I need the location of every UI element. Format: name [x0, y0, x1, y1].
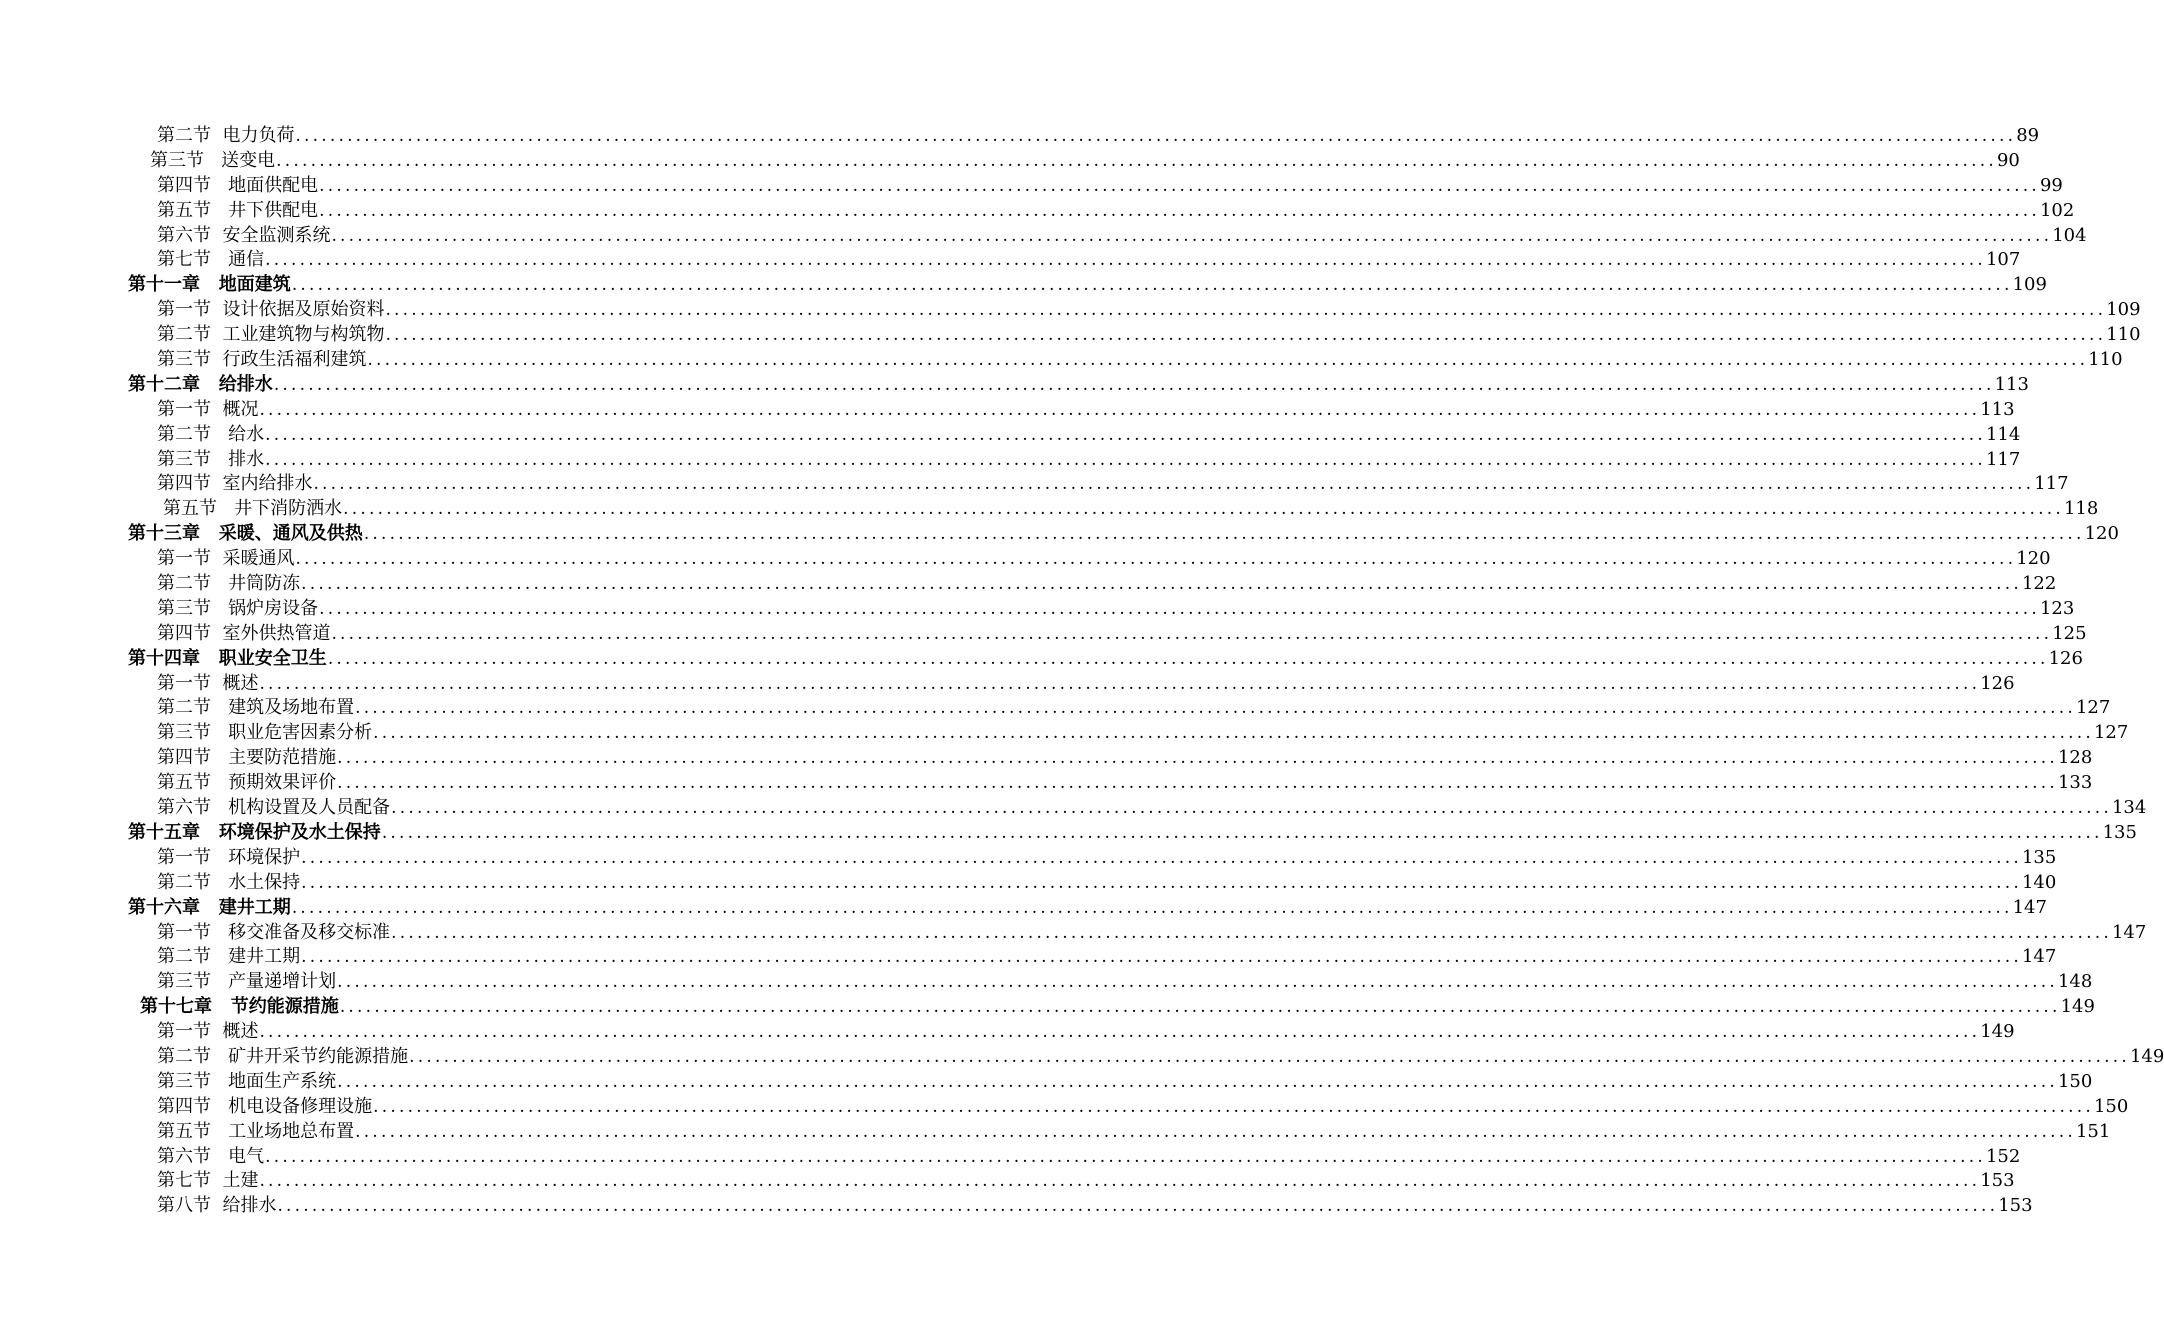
dot-leader: ........................................................................................................................................................................................................ [265, 1146, 1986, 1167]
toc-section-row[interactable] [0, 871, 2057, 896]
toc-entry [157, 124, 2040, 149]
dot-leader: ........................................................................................................................................................................................................ [259, 1022, 1981, 1043]
toc-section-row[interactable] [0, 547, 2051, 572]
toc-entry [157, 622, 2087, 647]
section-title: 第四节 主要防范措施 [157, 747, 337, 769]
toc-chapter-row[interactable] [0, 896, 2047, 921]
toc-section-row[interactable] [0, 423, 2021, 448]
toc-section-row[interactable] [0, 1145, 2021, 1170]
section-title: 第四节 室内给排水 [157, 473, 313, 495]
dot-leader: ........................................................................................................................................................................................................ [327, 648, 2049, 669]
toc-entry [157, 472, 2069, 497]
page-number: 150 [2093, 1095, 2129, 1117]
toc-section-row[interactable] [0, 199, 2075, 224]
table-of-contents [0, 124, 2164, 1219]
toc-entry [157, 1145, 2021, 1170]
section-title: 第一节 移交准备及移交标准 [157, 921, 391, 943]
section-title: 第三节 排水 [157, 448, 265, 470]
toc-entry [157, 1020, 2015, 1045]
page-number: 135 [2021, 846, 2057, 868]
page-number: 123 [2039, 597, 2075, 619]
page-number: 127 [2075, 697, 2111, 719]
page-number: 118 [2063, 498, 2099, 520]
toc-entry [157, 448, 2021, 473]
dot-leader: ........................................................................................................................................................................................................ [265, 250, 1986, 271]
section-title: 第二节 建筑及场地布置 [157, 697, 355, 719]
toc-entry [140, 995, 2095, 1020]
toc-entry [157, 945, 2057, 970]
section-title: 第三节 行政生活福利建筑 [157, 349, 367, 371]
section-title: 第一节 设计依据及原始资料 [157, 299, 385, 321]
toc-section-row[interactable] [0, 398, 2015, 423]
dot-leader: ........................................................................................................................................................................................................ [295, 549, 2017, 570]
page-number: 147 [2021, 946, 2057, 968]
page-number: 110 [2088, 349, 2123, 371]
section-title: 第一节 概况 [157, 398, 259, 420]
dot-leader: ........................................................................................................................................................................................................ [391, 922, 2112, 943]
toc-section-row[interactable] [0, 298, 2141, 323]
page-number: 113 [1980, 398, 2015, 420]
section-title: 第三节 职业危害因素分析 [157, 722, 373, 744]
toc-entry [128, 647, 2083, 672]
toc-entry [157, 672, 2015, 697]
page-number: 113 [1994, 373, 2029, 395]
page-number: 149 [2129, 1045, 2164, 1067]
section-title: 第四节 室外供热管道 [157, 622, 331, 644]
toc-entry [128, 896, 2047, 921]
dot-leader: ........................................................................................................................................................................................................ [277, 1196, 1999, 1217]
section-title: 第二节 矿井开采节约能源措施 [157, 1045, 409, 1067]
dot-leader: ........................................................................................................................................................................................................ [259, 673, 1981, 694]
page-number: 125 [2052, 622, 2087, 644]
page-number: 99 [2039, 174, 2063, 196]
dot-leader: ........................................................................................................................................................................................................ [301, 872, 2022, 893]
toc-entry [157, 597, 2075, 622]
toc-entry [128, 522, 2119, 547]
dot-leader: ........................................................................................................................................................................................................ [313, 474, 2035, 495]
toc-section-row[interactable] [0, 1020, 2015, 1045]
section-title: 第二节 井筒防冻 [157, 573, 301, 595]
dot-leader: ........................................................................................................................................................................................................ [301, 574, 2022, 595]
toc-entry [157, 921, 2147, 946]
toc-section-row[interactable] [0, 497, 2099, 522]
toc-section-row[interactable] [0, 448, 2021, 473]
page-number: 90 [1996, 149, 2020, 171]
dot-leader: ........................................................................................................................................................................................................ [301, 847, 2022, 868]
section-title: 第一节 概述 [157, 1021, 259, 1043]
page-number: 117 [1985, 448, 2021, 470]
page-number: 140 [2021, 871, 2057, 893]
dot-leader: ........................................................................................................................................................................................................ [259, 399, 1981, 420]
dot-leader: ........................................................................................................................................................................................................ [373, 723, 2094, 744]
toc-entry [157, 1194, 2033, 1219]
toc-section-row[interactable] [0, 846, 2057, 871]
dot-leader: ........................................................................................................................................................................................................ [367, 350, 2089, 371]
chapter-title: 第十四章 职业安全卫生 [128, 647, 327, 669]
page-number: 109 [2012, 274, 2047, 296]
toc-entry [157, 970, 2093, 995]
toc-entry [157, 1120, 2111, 1145]
dot-leader: ........................................................................................................................................................................................................ [331, 225, 2053, 246]
dot-leader: ........................................................................................................................................................................................................ [409, 1046, 2130, 1067]
chapter-title: 第十一章 地面建筑 [128, 274, 291, 296]
page-number: 110 [2106, 324, 2141, 346]
dot-leader: ........................................................................................................................................................................................................ [295, 126, 2017, 146]
toc-section-row[interactable] [0, 1120, 2111, 1145]
dot-leader: ........................................................................................................................................................................................................ [259, 1171, 1981, 1192]
page-number: 109 [2106, 299, 2141, 321]
page-number: 153 [1998, 1195, 2033, 1217]
dot-leader: ........................................................................................................................................................................................................ [385, 300, 2107, 321]
toc-section-row[interactable] [0, 796, 2147, 821]
dot-leader: ........................................................................................................................................................................................................ [337, 1071, 2058, 1092]
page-number: 114 [1985, 423, 2021, 445]
toc-section-row[interactable] [0, 572, 2057, 597]
dot-leader: ........................................................................................................................................................................................................ [337, 773, 2058, 794]
toc-section-row[interactable] [0, 771, 2093, 796]
page-number: 148 [2057, 971, 2093, 993]
toc-entry [128, 373, 2029, 398]
toc-section-row[interactable] [0, 1070, 2093, 1095]
page-number: 126 [1980, 672, 2015, 694]
toc-section-row[interactable] [0, 149, 2020, 174]
dot-leader: ........................................................................................................................................................................................................ [381, 822, 2103, 843]
dot-leader: ........................................................................................................................................................................................................ [276, 150, 1997, 171]
toc-section-row[interactable] [0, 921, 2147, 946]
toc-entry [157, 174, 2063, 199]
toc-chapter-row[interactable] [0, 273, 2047, 298]
toc-entry [157, 248, 2021, 273]
dot-leader: ........................................................................................................................................................................................................ [319, 200, 2040, 221]
page-number: 152 [1985, 1145, 2021, 1167]
toc-entry [157, 423, 2021, 448]
dot-leader: ........................................................................................................................................................................................................ [319, 175, 2040, 196]
page-number: 127 [2093, 722, 2129, 744]
dot-leader: ........................................................................................................................................................................................................ [363, 524, 2085, 545]
dot-leader: ........................................................................................................................................................................................................ [391, 798, 2112, 819]
page-number: 147 [2111, 921, 2147, 943]
toc-entry [157, 547, 2051, 572]
toc-entry [157, 298, 2141, 323]
toc-section-row[interactable] [0, 622, 2087, 647]
section-title: 第二节 水土保持 [157, 871, 301, 893]
dot-leader: ........................................................................................................................................................................................................ [301, 947, 2022, 968]
toc-entry [157, 1045, 2164, 1070]
toc-entry [157, 323, 2141, 348]
section-title: 第一节 采暖通风 [157, 548, 295, 570]
section-title: 第四节 地面供配电 [157, 174, 319, 196]
dot-leader: ........................................................................................................................................................................................................ [337, 972, 2058, 993]
toc-section-row[interactable] [0, 124, 2040, 149]
dot-leader: ........................................................................................................................................................................................................ [273, 374, 1995, 395]
page-number: 126 [2048, 647, 2083, 669]
toc-section-row[interactable] [0, 1169, 2015, 1194]
section-title: 第三节 锅炉房设备 [157, 597, 319, 619]
page-number: 134 [2111, 797, 2147, 819]
toc-entry [157, 846, 2057, 871]
page-number: 128 [2057, 747, 2093, 769]
dot-leader: ........................................................................................................................................................................................................ [265, 449, 1986, 470]
page-number: 107 [1985, 249, 2021, 271]
page-number: 120 [2016, 548, 2051, 570]
toc-chapter-row[interactable] [0, 995, 2095, 1020]
toc-section-row[interactable] [0, 174, 2063, 199]
dot-leader: ........................................................................................................................................................................................................ [385, 325, 2107, 346]
page-number: 151 [2075, 1120, 2111, 1142]
toc-entry [157, 224, 2087, 249]
toc-section-row[interactable] [0, 970, 2093, 995]
page-number: 135 [2102, 821, 2137, 843]
page-number: 150 [2057, 1070, 2093, 1092]
toc-entry [157, 572, 2057, 597]
page-number: 102 [2039, 199, 2075, 221]
toc-entry [150, 149, 2020, 174]
section-title: 第三节 地面生产系统 [157, 1070, 337, 1092]
section-title: 第八节 给排水 [157, 1195, 277, 1217]
toc-section-row[interactable] [0, 348, 2123, 373]
toc-entry [157, 871, 2057, 896]
dot-leader: ........................................................................................................................................................................................................ [265, 424, 1986, 445]
section-title: 第七节 土建 [157, 1170, 259, 1192]
page-number: 153 [1980, 1170, 2015, 1192]
page-number: 147 [2012, 896, 2047, 918]
toc-section-row[interactable] [0, 323, 2141, 348]
toc-entry [157, 1095, 2129, 1120]
section-title: 第五节 井下消防洒水 [163, 498, 343, 520]
toc-entry [157, 199, 2075, 224]
toc-chapter-row[interactable] [0, 522, 2119, 547]
chapter-title: 第十三章 采暖、通风及供热 [128, 523, 363, 545]
toc-entry [157, 348, 2123, 373]
dot-leader: ........................................................................................................................................................................................................ [339, 997, 2061, 1018]
section-title: 第七节 通信 [157, 249, 265, 271]
section-title: 第五节 井下供配电 [157, 199, 319, 221]
toc-entry [157, 1169, 2015, 1194]
chapter-title: 第十五章 环境保护及水土保持 [128, 821, 381, 843]
section-title: 第三节 产量递增计划 [157, 971, 337, 993]
toc-section-row[interactable] [0, 597, 2075, 622]
section-title: 第四节 机电设备修理设施 [157, 1095, 373, 1117]
toc-section-row[interactable] [0, 672, 2015, 697]
toc-entry [157, 398, 2015, 423]
toc-section-row[interactable] [0, 945, 2057, 970]
toc-entry [157, 721, 2129, 746]
toc-section-row[interactable] [0, 1194, 2033, 1219]
toc-chapter-row[interactable] [0, 647, 2083, 672]
dot-leader: ........................................................................................................................................................................................................ [373, 1096, 2094, 1117]
page-number: 149 [1980, 1021, 2015, 1043]
toc-section-row[interactable] [0, 696, 2111, 721]
section-title: 第二节 工业建筑物与构筑物 [157, 324, 385, 346]
toc-section-row[interactable] [0, 1045, 2164, 1070]
page-number: 120 [2084, 523, 2119, 545]
chapter-title: 第十六章 建井工期 [128, 896, 291, 918]
section-title: 第六节 安全监测系统 [157, 224, 331, 246]
dot-leader: ........................................................................................................................................................................................................ [337, 748, 2058, 769]
toc-section-row[interactable] [0, 721, 2129, 746]
chapter-title: 第十七章 节约能源措施 [140, 996, 339, 1018]
toc-section-row[interactable] [0, 248, 2021, 273]
page-number: 149 [2060, 996, 2095, 1018]
section-title: 第二节 建井工期 [157, 946, 301, 968]
page-number: 122 [2021, 573, 2057, 595]
toc-entry [157, 746, 2093, 771]
toc-entry [157, 771, 2093, 796]
dot-leader: ........................................................................................................................................................................................................ [291, 275, 2013, 296]
section-title: 第五节 预期效果评价 [157, 772, 337, 794]
dot-leader: ........................................................................................................................................................................................................ [319, 598, 2040, 619]
toc-entry [157, 696, 2111, 721]
section-title: 第二节 给水 [157, 423, 265, 445]
toc-chapter-row[interactable] [0, 373, 2029, 398]
toc-chapter-row[interactable] [0, 821, 2137, 846]
section-title: 第五节 工业场地总布置 [157, 1120, 355, 1142]
dot-leader: ........................................................................................................................................................................................................ [291, 897, 2013, 918]
toc-section-row[interactable] [0, 1095, 2129, 1120]
toc-entry [128, 821, 2137, 846]
section-title: 第一节 环境保护 [157, 846, 301, 868]
toc-entry [157, 1070, 2093, 1095]
section-title: 第一节 概述 [157, 672, 259, 694]
toc-entry [157, 796, 2147, 821]
section-title: 第六节 电气 [157, 1145, 265, 1167]
dot-leader: ........................................................................................................................................................................................................ [355, 1121, 2076, 1142]
toc-section-row[interactable] [0, 224, 2087, 249]
dot-leader: ........................................................................................................................................................................................................ [355, 698, 2076, 719]
dot-leader: ........................................................................................................................................................................................................ [331, 623, 2053, 644]
page-number: 104 [2052, 224, 2087, 246]
section-title: 第二节 电力负荷 [157, 125, 295, 146]
chapter-title: 第十二章 给排水 [128, 373, 273, 395]
toc-entry [128, 273, 2047, 298]
toc-section-row[interactable] [0, 746, 2093, 771]
page-number: 117 [2034, 473, 2069, 495]
page-number: 133 [2057, 772, 2093, 794]
toc-section-row[interactable] [0, 472, 2069, 497]
page-number: 89 [2016, 125, 2040, 146]
section-title: 第三节 送变电 [150, 149, 276, 171]
toc-entry [163, 497, 2099, 522]
section-title: 第六节 机构设置及人员配备 [157, 797, 391, 819]
dot-leader: ........................................................................................................................................................................................................ [343, 499, 2064, 520]
